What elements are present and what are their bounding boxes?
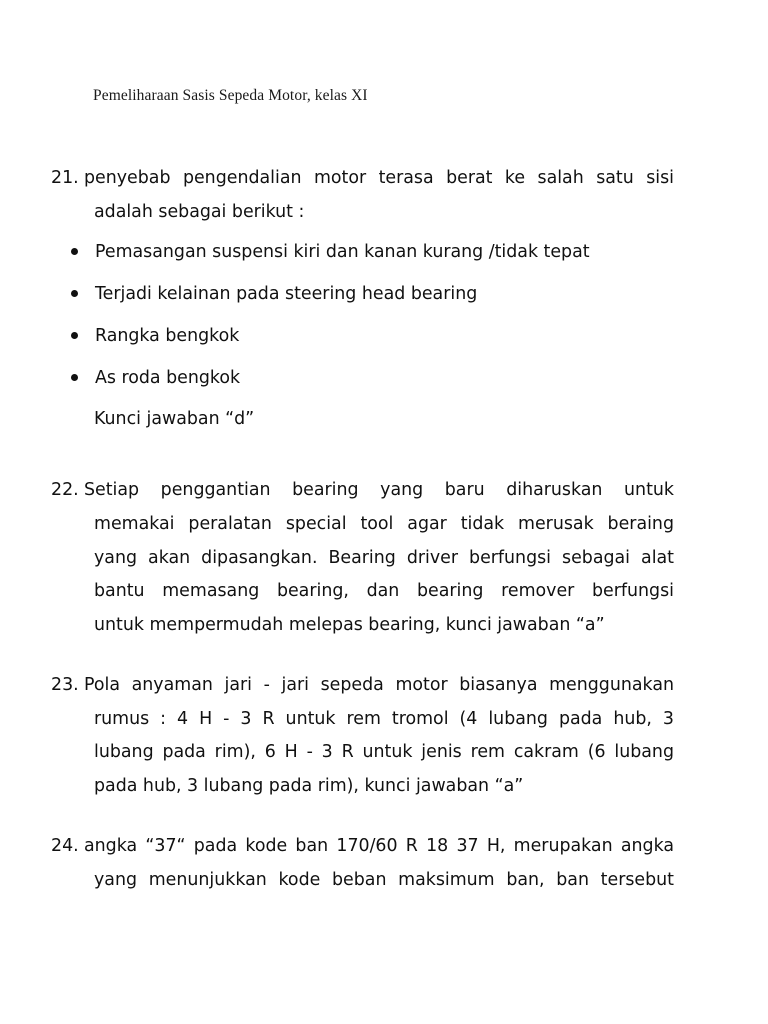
question-number: 21.	[51, 168, 79, 188]
bullet-icon	[71, 374, 78, 381]
question-text-line: lubang pada rim), 6 H - 3 R untuk jenis rem cakram (6 lubang	[94, 742, 674, 762]
question-text-line: angka “37“ pada kode ban 170/60 R 18 37 H, merupakan angka	[84, 836, 674, 856]
list-item-text: Terjadi kelainan pada steering head bearing	[95, 284, 478, 304]
question-text-line: yang menunjukkan kode beban maksimum ban, ban tersebut	[94, 870, 674, 890]
list-item-text: As roda bengkok	[95, 368, 241, 388]
question-text-line: Setiap penggantian bearing yang baru diharuskan untuk	[84, 480, 674, 500]
question-number: 24.	[51, 836, 79, 856]
question-text-line: yang akan dipasangkan. Bearing driver berfungsi sebagai alat	[94, 548, 674, 568]
document-header: Pemeliharaan Sasis Sepeda Motor, kelas XI	[93, 87, 368, 104]
question-text-line: memakai peralatan special tool agar tidak merusak beraing	[94, 514, 674, 534]
question-number: 23.	[51, 675, 79, 695]
question-text-line: untuk mempermudah melepas bearing, kunci jawaban “a”	[94, 615, 605, 635]
list-item-text: Pemasangan suspensi kiri dan kanan kurang /tidak tepat	[95, 242, 590, 262]
question-text-line: bantu memasang bearing, dan bearing remover berfungsi	[94, 581, 674, 601]
question-text-line: penyebab pengendalian motor terasa berat ke salah satu sisi	[84, 168, 674, 188]
question-text-line: rumus : 4 H - 3 R untuk rem tromol (4 lubang pada hub, 3	[94, 709, 674, 729]
list-item-text: Rangka bengkok	[95, 326, 240, 346]
bullet-icon	[71, 290, 78, 297]
question-text-line: Pola anyaman jari - jari sepeda motor biasanya menggunakan	[84, 675, 674, 695]
question-number: 22.	[51, 480, 79, 500]
bullet-icon	[71, 332, 78, 339]
question-text-line: pada hub, 3 lubang pada rim), kunci jawaban “a”	[94, 776, 524, 796]
question-text-line: adalah sebagai berikut :	[94, 202, 305, 222]
bullet-icon	[71, 248, 78, 255]
answer-key: Kunci jawaban “d”	[94, 409, 255, 429]
